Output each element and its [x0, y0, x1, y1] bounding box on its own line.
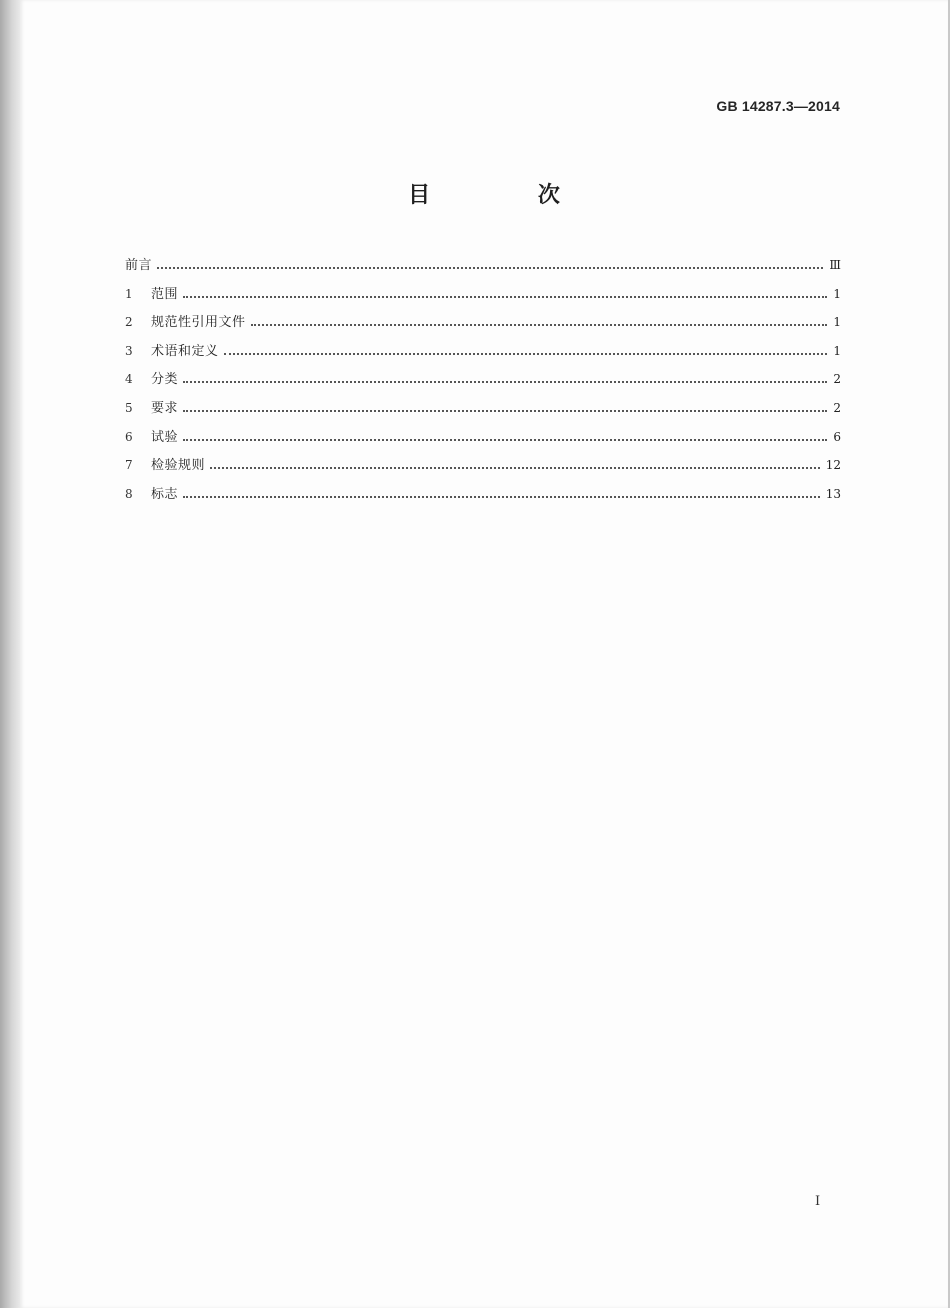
toc-entry-scope[interactable] — [125, 283, 841, 312]
document-page — [20, 0, 948, 1308]
toc-entry-normative-references[interactable] — [125, 311, 841, 340]
toc-entry-classification[interactable] — [125, 368, 841, 397]
toc-entry-foreword[interactable] — [125, 254, 841, 283]
toc-entry-marking[interactable] — [125, 483, 841, 512]
toc-entry-number: 7 — [125, 458, 133, 473]
toc-entry-page: 1 — [833, 286, 841, 301]
toc-dot-leader — [157, 266, 823, 269]
toc-entry-label: 规范性引用文件 — [151, 315, 246, 331]
toc-entry-page: 13 — [825, 486, 841, 501]
toc-entry-label: 标志 — [151, 486, 179, 502]
page-number: I — [815, 1194, 821, 1209]
toc-entry-number: 1 — [125, 286, 133, 301]
toc-entry-label: 检验规则 — [151, 458, 206, 474]
toc-entry-number: 2 — [125, 315, 133, 330]
toc-entry-label: 试验 — [151, 429, 179, 445]
toc-dot-leader — [251, 323, 827, 326]
toc-dot-leader — [210, 466, 820, 469]
toc-entry-number: 3 — [125, 343, 133, 358]
toc-entry-inspection-rules[interactable] — [125, 454, 841, 483]
toc-entry-number: 4 — [125, 372, 133, 387]
toc-entry-label: 前言 — [125, 258, 153, 273]
toc-entry-requirements[interactable] — [125, 397, 841, 426]
toc-entry-page: 2 — [833, 372, 841, 387]
toc-entry-terms-definitions[interactable] — [125, 340, 841, 369]
toc-entry-tests[interactable] — [125, 426, 841, 455]
toc-entry-page: 1 — [833, 343, 841, 358]
toc-dot-leader — [183, 409, 827, 412]
page-title: 目 次 — [408, 183, 610, 208]
toc-entry-page: 12 — [825, 458, 841, 473]
toc-dot-leader — [183, 438, 827, 441]
toc-dot-leader — [183, 495, 820, 498]
toc-entry-page: 6 — [833, 429, 841, 444]
toc-entry-label: 术语和定义 — [151, 343, 219, 359]
toc-entry-label: 范围 — [151, 286, 179, 302]
scan-edge — [0, 0, 22, 1308]
toc-dot-leader — [183, 295, 827, 298]
toc-entry-page: 1 — [833, 315, 841, 330]
toc-dot-leader — [224, 352, 827, 355]
toc-entry-label: 要求 — [151, 400, 179, 416]
toc-entry-page: 2 — [833, 400, 841, 415]
toc-entry-label: 分类 — [151, 372, 179, 388]
table-of-contents — [125, 254, 841, 511]
standard-code: GB 14287.3—2014 — [716, 98, 840, 114]
toc-dot-leader — [183, 380, 827, 383]
toc-entry-number: 6 — [125, 429, 133, 444]
toc-entry-page: Ⅲ — [829, 258, 841, 272]
toc-entry-number: 5 — [125, 400, 133, 415]
toc-entry-number: 8 — [125, 486, 133, 501]
